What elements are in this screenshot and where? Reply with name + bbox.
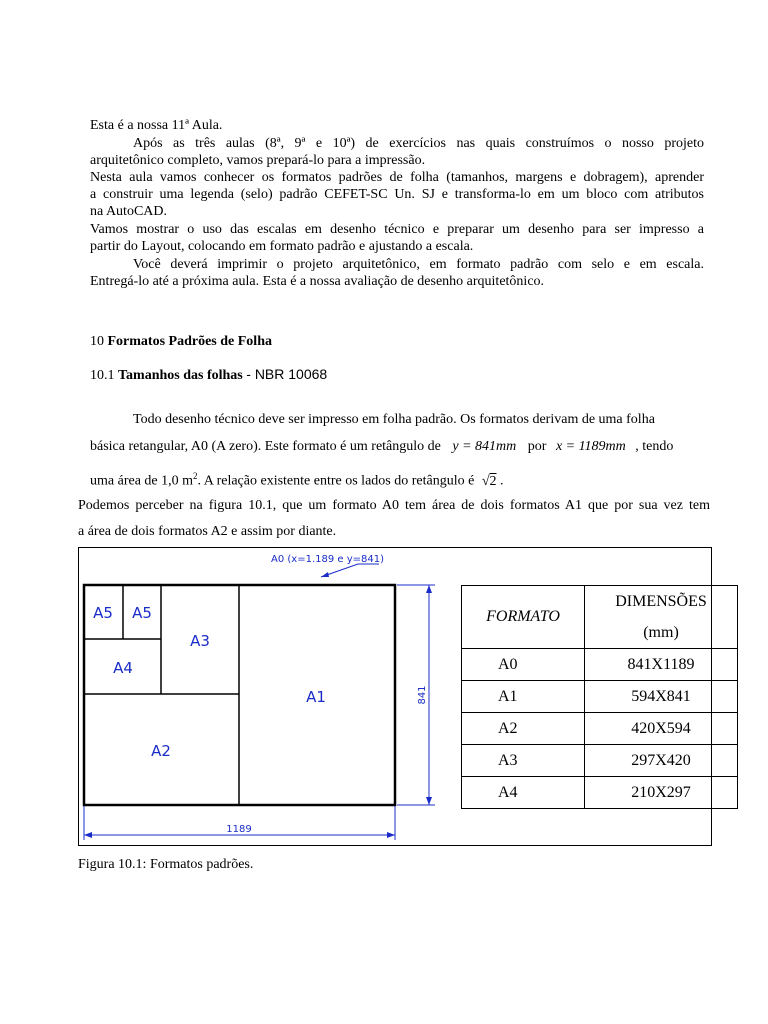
- table-cell-format: A0: [462, 649, 585, 681]
- header-dimensoes: [585, 586, 738, 649]
- body-line-2-end: , tendo: [635, 439, 674, 454]
- body-line-2-text: básica retangular, A0 (A zero). Este formato é um retângulo de: [90, 439, 441, 454]
- label-a1: A1: [306, 688, 326, 706]
- intro-p3-line-1: Vamos mostrar o uso das escalas em desenho técnico e preparar um desenho para ser impresso a: [90, 222, 704, 237]
- table-cell-format: A3: [462, 745, 585, 777]
- dim-height-arrow-bottom: [426, 797, 432, 805]
- table-row: [462, 713, 738, 745]
- dim-width-arrow-left: [84, 832, 92, 838]
- body-line-4: Podemos perceber na figura 10.1, que um formato A0 tem área de dois formatos A1 que por sua vez tem: [78, 498, 710, 513]
- dim-width-arrow-right: [387, 832, 395, 838]
- callout-text: A0 (x=1.189 e y=841): [271, 554, 385, 565]
- table-row: [462, 777, 738, 809]
- intro-p3-line-2: partir do Layout, colocando em formato padrão e ajustando a escala.: [90, 239, 474, 254]
- intro-p1-line-2: arquitetônico completo, vamos prepará-lo para a impressão.: [90, 153, 426, 168]
- table-cell-dimensions: 594X841: [585, 681, 738, 713]
- table-row: [462, 649, 738, 681]
- table-cell-format: A4: [462, 777, 585, 809]
- table-cell-dimensions: 841X1189: [585, 649, 738, 681]
- intro-p4-line-1: Você deverá imprimir o projeto arquitetônico, em formato padrão com selo e em escala.: [133, 257, 704, 272]
- figure-caption: Figura 10.1: Formatos padrões.: [78, 857, 254, 872]
- subsection-heading: [90, 366, 327, 384]
- body-line-2: [90, 438, 673, 455]
- callout-leader: [321, 564, 379, 577]
- formats-table: [461, 585, 738, 809]
- dim-width-text: 1189: [226, 824, 252, 835]
- intro-line-1: Esta é a nossa 11ª Aula.: [90, 118, 223, 133]
- label-a4: A4: [113, 659, 133, 677]
- intro-p1-line-1: Após as três aulas (8ª, 9ª e 10ª) de exercícios nas quais construímos o nosso projeto: [133, 136, 704, 151]
- sqrt-symbol: √2: [481, 473, 497, 489]
- section-title: Formatos Padrões de Folha: [107, 334, 272, 349]
- intro-p2-line-1: Nesta aula vamos conhecer os formatos padrões de folha (tamanhos, margens e dobragem), aprender: [90, 170, 704, 185]
- section-heading: [90, 333, 272, 350]
- body-line-5: a área de dois formatos A2 e assim por diante.: [78, 524, 337, 539]
- label-a5-left: A5: [93, 604, 113, 622]
- equation-x: x = 1189mm: [555, 439, 626, 454]
- sqrt-value: 2: [489, 473, 497, 489]
- intro-p2-line-2: a construir uma legenda (selo) padrão CEFET-SC Un. SJ e transforma-lo em um bloco com atributos: [90, 187, 704, 202]
- header-dimensoes-label: DIMENSÕES: [615, 593, 707, 610]
- body-line-3-text: uma área de 1,0 m: [90, 473, 194, 489]
- label-a3: A3: [190, 632, 210, 650]
- table-cell-dimensions: 210X297: [585, 777, 738, 809]
- superscript-2: 2: [193, 471, 198, 481]
- callout-arrow: [321, 572, 329, 577]
- body-line-1: Todo desenho técnico deve ser impresso em folha padrão. Os formatos derivam de uma folha: [133, 412, 655, 427]
- dim-height-arrow-top: [426, 585, 432, 593]
- table-header-row: [462, 586, 738, 649]
- subsection-norm: - NBR 10068: [246, 366, 328, 382]
- label-a2: A2: [151, 742, 171, 760]
- label-a5-right: A5: [132, 604, 152, 622]
- header-formato: FORMATO: [462, 586, 585, 649]
- intro-p4-line-2: Entregá-lo até a próxima aula. Esta é a nossa avaliação de desenho arquitetônico.: [90, 274, 545, 289]
- table-cell-dimensions: 297X420: [585, 745, 738, 777]
- body-line-3-end: .: [500, 473, 504, 489]
- table-cell-format: A2: [462, 713, 585, 745]
- section-number: 10: [90, 334, 104, 349]
- intro-p2-line-3: na AutoCAD.: [90, 204, 167, 219]
- header-dimensoes-unit: (mm): [643, 624, 679, 641]
- table-cell-format: A1: [462, 681, 585, 713]
- body-line-3-mid: . A relação existente entre os lados do retângulo é: [197, 473, 475, 489]
- dim-height-text: 841: [417, 685, 428, 705]
- subsection-number: 10.1: [90, 368, 115, 383]
- table-row: [462, 745, 738, 777]
- table-cell-dimensions: 420X594: [585, 713, 738, 745]
- equation-y: y = 841mm: [452, 439, 517, 454]
- body-por: por: [527, 439, 547, 454]
- body-line-3: [90, 468, 504, 490]
- subsection-title: Tamanhos das folhas: [118, 368, 243, 383]
- table-row: [462, 681, 738, 713]
